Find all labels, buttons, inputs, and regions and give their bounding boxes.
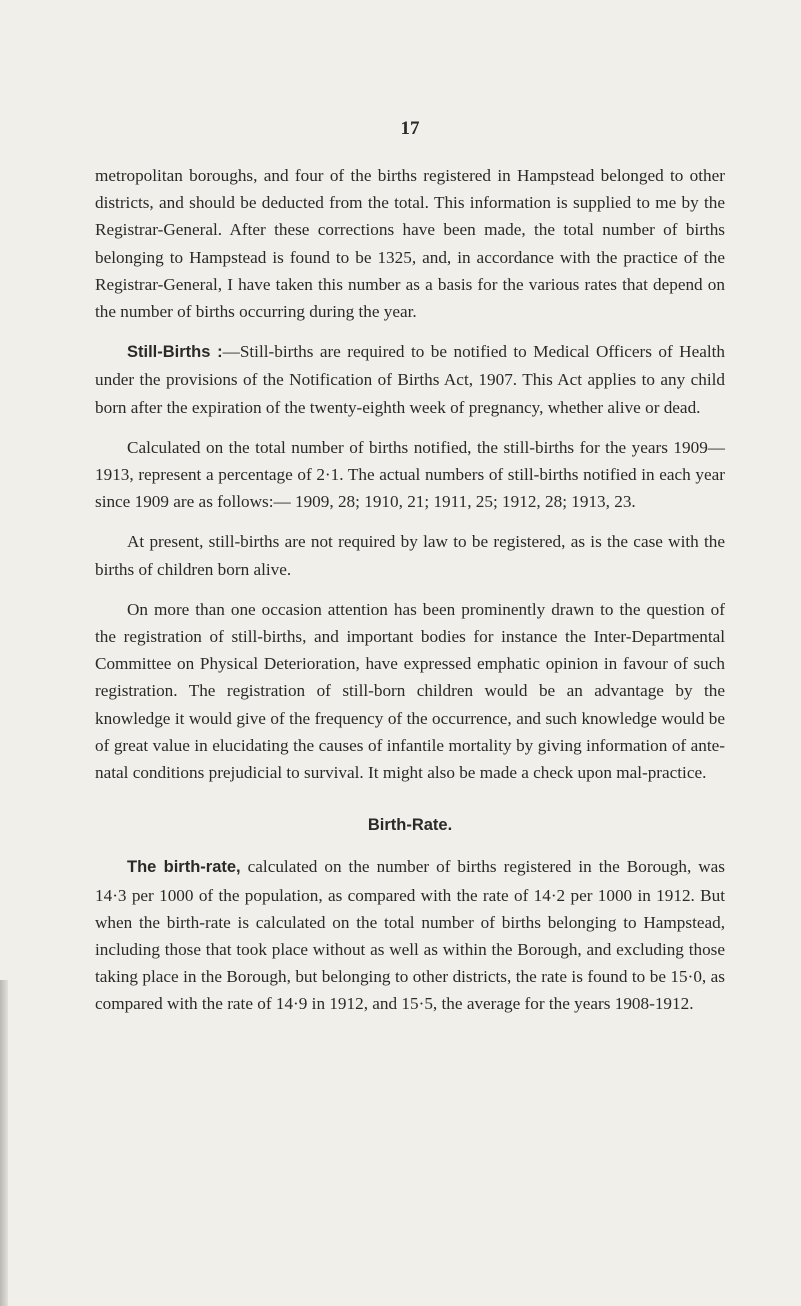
birth-rate-text: calculated on the number of births registered in the Borough, was 14·3 per 1000 of the population, as compared with the rate of 14·2 per 1000 in 1912. But when the birth-rate is calculated on the total number of births belonging to Hampstead, including those that took place without as well as within the Borough, and excluding those taking place in the Borough, but belonging to other districts, the rate is found to be 15·0, as compared with the rate of 14·9 in 1912, and 15·5, the average for the years 1908-1912. [95, 857, 725, 1014]
page-number: 17 [400, 118, 420, 139]
section-heading-birth-rate: Birth-Rate. [367, 816, 453, 835]
still-births-heading: Still-Births : [127, 343, 223, 362]
paragraph-still-births [95, 338, 725, 421]
paragraph-registration-advocacy: On more than one occasion attention has been prominently drawn to the question of the registration of still-births, and important bodies for instance the Inter-Departmental Committee on Physical Deterioration, have expressed emphatic opinion in favour of such registration. The registration of still-born children would be an advantage by the knowledge it would give of the frequency of the occurrence, and such knowledge would be of great value in elucidating the causes of infantile mortality by giving information of ante-natal conditions prejudicial to survival. It might also be made a check upon mal-practice. [95, 599, 725, 783]
paragraph-births-correction: metropolitan boroughs, and four of the births registered in Hampstead belonged to other districts, and should be deducted from the total. This information is supplied to me by the Registrar-General. After these corrections have been made, the total number of births belonging to Hampstead is found to be 1325, and, in accordance with the practice of the Registrar-General, I have taken this number as a basis for the various rates that depend on the number of births occurring during the year. [95, 166, 725, 322]
binding-edge-shadow [0, 980, 8, 1306]
document-page [95, 0, 725, 1306]
still-births-text: —Still-births are required to be notified to Medical Officers of Health under the provisions of the Notification of Births Act, 1907. This Act applies to any child born after the expiration of the twenty-eighth week of pregnancy, whether alive or dead. [95, 342, 725, 417]
paragraph-birth-rate [95, 853, 725, 1017]
birth-rate-heading: The birth-rate, [127, 858, 241, 877]
body-text [95, 162, 725, 1031]
paragraph-still-births-percentage: Calculated on the total number of births notified, the still-births for the years 1909—1913, represent a percentage of 2·1. The actual numbers of still-births notified in each year since 1909 are as follows:— 1909, 28; 1910, 21; 1911, 25; 1912, 28; 1913, 23. [95, 437, 725, 512]
paragraph-registration-law: At present, still-births are not required by law to be registered, as is the case with the births of children born alive. [95, 532, 725, 579]
